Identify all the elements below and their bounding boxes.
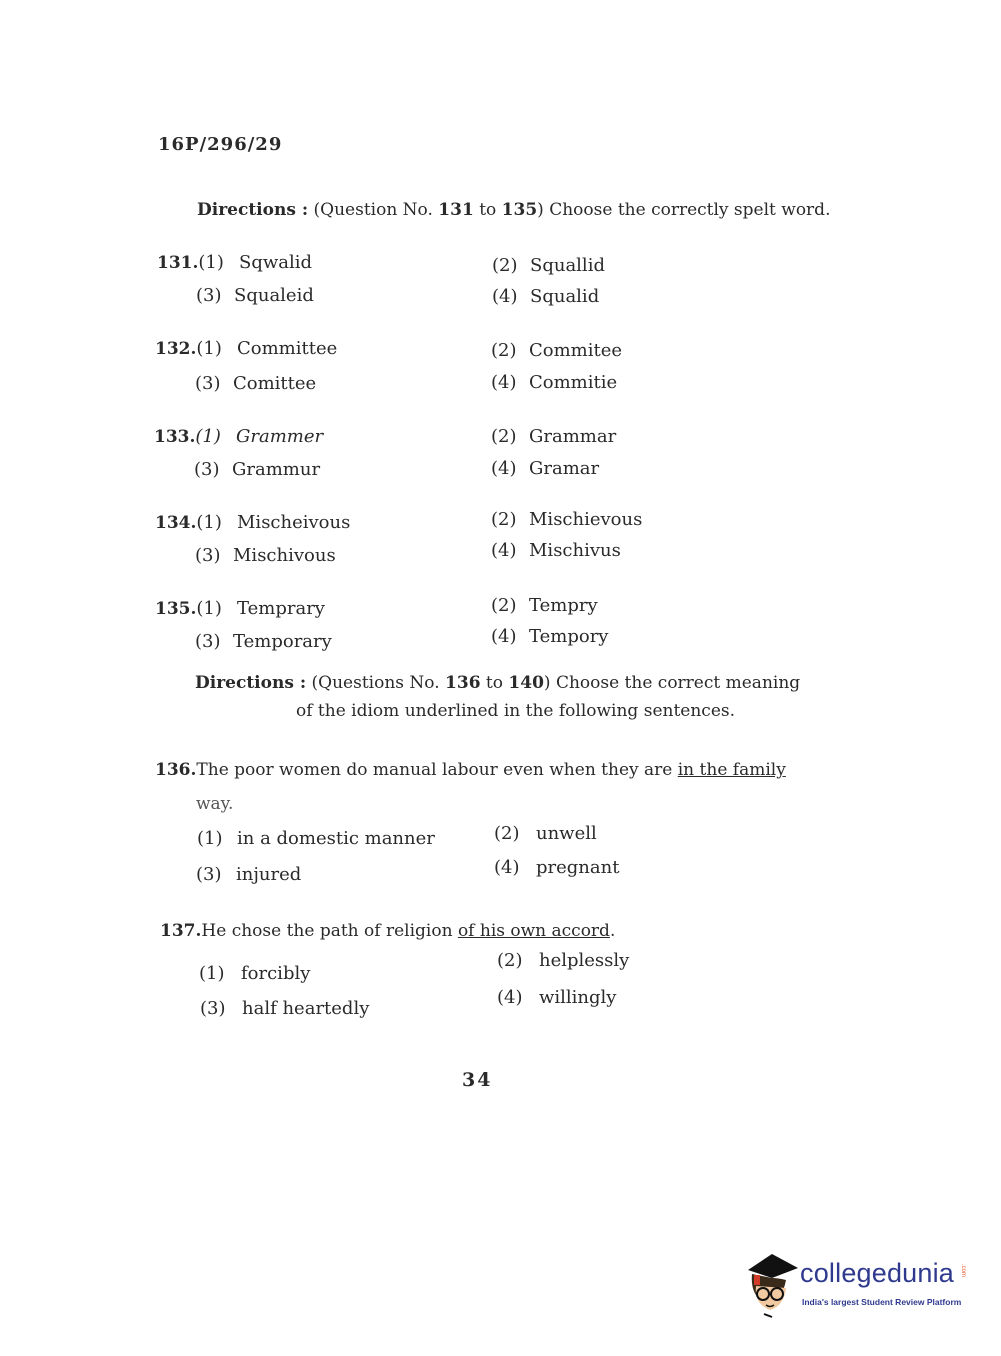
directions-1 — [197, 200, 830, 220]
option-132-3: (3) Comittee — [195, 373, 317, 394]
question-text: He chose the path of religion — [201, 921, 458, 941]
option-133-3: (3) Grammur — [194, 459, 321, 480]
question-number: 133. — [154, 427, 196, 447]
question-135: 135.(1) Temprary — [155, 598, 325, 619]
question-number: 134. — [155, 513, 197, 533]
option-132-2: (2) Commitee — [491, 340, 623, 361]
option-136-2: (2) unwell — [494, 823, 597, 844]
directions-1-mid: to — [473, 200, 502, 220]
logo-name: collegedunia — [800, 1258, 955, 1288]
logo-dotcom: .com — [960, 1264, 966, 1278]
option-133-4: (4) Gramar — [491, 458, 600, 479]
question-136-continued: way. — [196, 794, 234, 814]
directions-2-label: Directions : — [195, 673, 307, 693]
question-number: 131. — [157, 253, 199, 273]
mascot-icon — [742, 1248, 800, 1318]
question-number: 136. — [155, 760, 197, 780]
option-133-2: (2) Grammar — [491, 426, 617, 447]
option-131-2: (2) Squallid — [492, 255, 605, 276]
directions-1-post: ) Choose the correctly spelt word. — [537, 200, 831, 220]
option-135-4: (4) Tempory — [491, 626, 609, 647]
directions-1-to: 135 — [501, 200, 538, 220]
question-132: 132.(1) Committee — [155, 338, 338, 359]
question-134: 134.(1) Mischeivous — [155, 512, 351, 533]
option-134-4: (4) Mischivus — [491, 540, 621, 561]
question-number: 132. — [155, 339, 197, 359]
question-131 — [157, 252, 312, 273]
question-text: The poor women do manual labour even when they are — [196, 760, 678, 780]
option-136-3: (3) injured — [196, 864, 302, 885]
option-137-4: (4) willingly — [497, 987, 617, 1008]
question-number: 135. — [155, 599, 197, 619]
option-136-4: (4) pregnant — [494, 857, 620, 878]
collegedunia-logo — [742, 1248, 972, 1322]
option-137-2: (2) helplessly — [497, 950, 630, 971]
question-137: 137.He chose the path of religion of his own accord. — [160, 921, 616, 941]
option-134-2: (2) Mischievous — [491, 509, 643, 530]
option-135-2: (2) Tempry — [491, 595, 598, 616]
option-131-4: (4) Squalid — [492, 286, 600, 307]
option-136-1: (1) in a domestic manner — [197, 828, 435, 849]
directions-2: Directions : (Questions No. 136 to 140) Choose the correct meaning — [195, 673, 801, 693]
option-137-3: (3) half heartedly — [200, 998, 370, 1019]
option-131-3: (3) Squaleid — [196, 285, 314, 306]
option-134-3: (3) Mischivous — [195, 545, 336, 566]
option-text: Sqwalid — [239, 252, 313, 273]
option-137-1: (1) forcibly — [199, 963, 311, 984]
directions-2-line2: of the idiom underlined in the following sentences. — [296, 701, 736, 721]
underlined-idiom: of his own accord — [457, 921, 610, 941]
page-number: 34 — [462, 1069, 493, 1091]
underlined-idiom: in the family — [677, 760, 786, 780]
directions-1-label: Directions : — [197, 200, 309, 220]
option-132-4: (4) Commitie — [491, 372, 618, 393]
paper-code: 16P/296/29 — [158, 134, 283, 155]
option-135-3: (3) Temporary — [195, 631, 332, 652]
question-136 — [155, 760, 786, 780]
question-133: 133.(1) Grammer — [154, 426, 324, 447]
directions-1-pre: (Question No. — [313, 200, 439, 220]
question-number: 137. — [160, 921, 202, 941]
directions-1-from: 131 — [438, 200, 474, 220]
logo-tagline: India's largest Student Review Platform — [802, 1297, 962, 1307]
option-number: (1) — [198, 252, 224, 273]
